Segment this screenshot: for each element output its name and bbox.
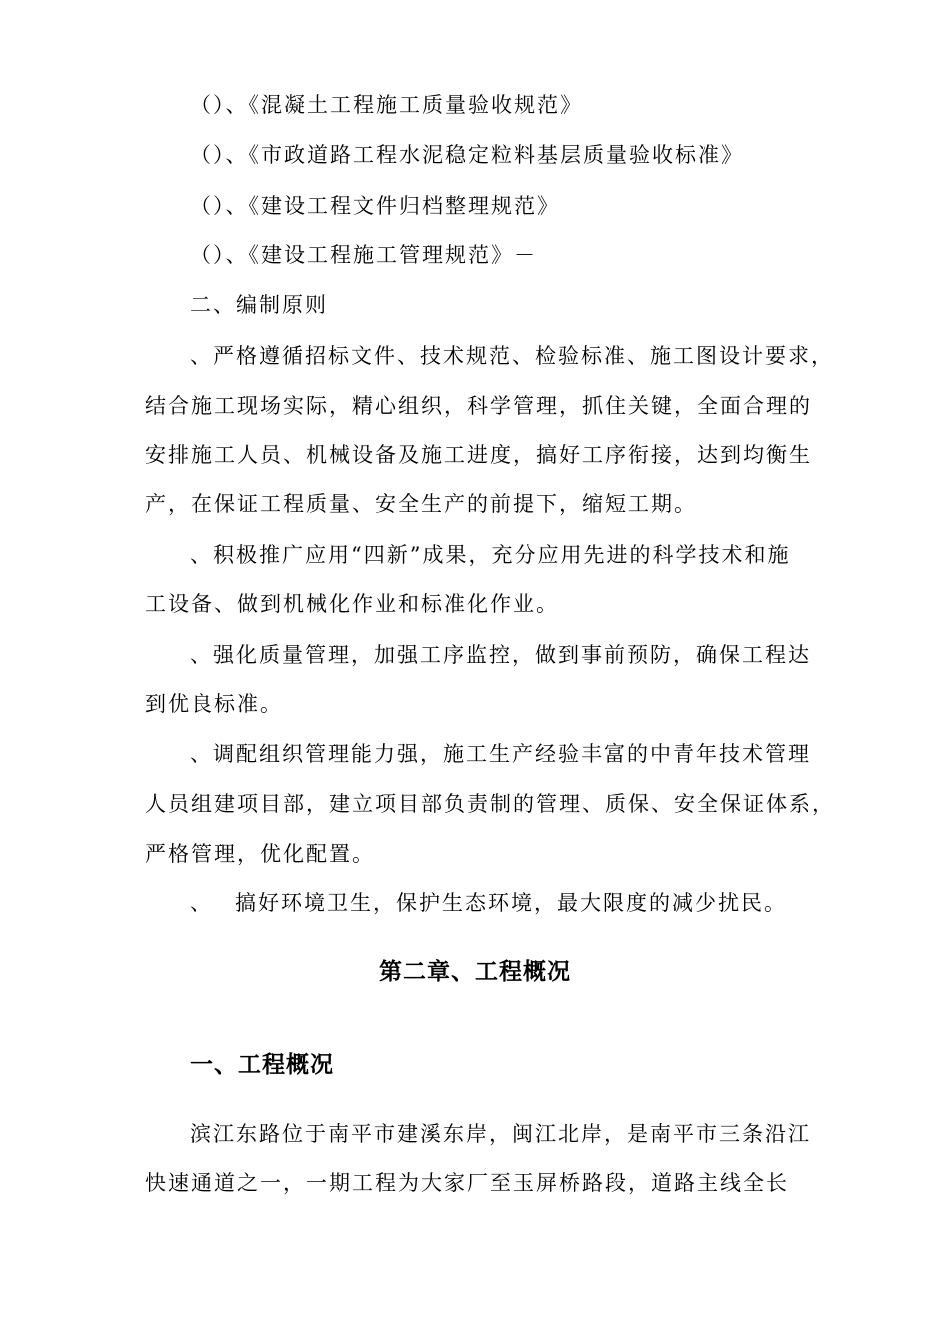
principle-1-line: 安排施工人员、机械设备及施工进度，搞好工序衔接，达到均衡生 xyxy=(145,443,812,467)
reference-item: （）、《建设工程文件归档整理规范》 xyxy=(190,194,560,218)
principle-5-text: 搞好环境卫生，保护生态环境，最大限度的减少扰民。 xyxy=(235,891,787,915)
principle-2-line: 工设备、做到机械化作业和标准化作业。 xyxy=(145,592,559,616)
principle-1-line: 产，在保证工程质量、安全生产的前提下，缩短工期。 xyxy=(145,492,697,516)
overview-line: 快速通道之一，一期工程为大家厂至玉屏桥路段，道路主线全长 xyxy=(145,1171,789,1195)
reference-item: （）、《市政道路工程水泥稳定粒料基层质量验收标准》 xyxy=(190,143,744,167)
principle-1-line: 、严格遵循招标文件、技术规范、检验标准、施工图设计要求， xyxy=(190,344,834,368)
overview-line: 滨江东路位于南平市建溪东岸，闽江北岸，是南平市三条沿江 xyxy=(190,1122,811,1146)
principle-2-line: 、积极推广应用“四新”成果，充分应用先进的科学技术和施 xyxy=(190,543,791,567)
principle-4-line: 人员组建项目部，建立项目部负责制的管理、质保、安全保证体系， xyxy=(145,792,835,816)
principle-5-mark: 、 xyxy=(190,891,213,915)
principle-1-line: 结合施工现场实际，精心组织，科学管理，抓住关键，全面合理的 xyxy=(145,394,812,418)
principles-heading: 二、编制原则 xyxy=(190,293,328,317)
principle-4-line: 严格管理，优化配置。 xyxy=(145,842,375,866)
principle-3-line: 到优良标准。 xyxy=(145,692,283,716)
reference-item: （）、《混凝土工程施工质量验收规范》 xyxy=(190,93,583,117)
principle-3-line: 、强化质量管理，加强工序监控，做到事前预防，确保工程达 xyxy=(190,643,811,667)
principle-5-line xyxy=(0,893,950,914)
reference-item: （）、《建设工程施工管理规范》－ xyxy=(190,243,537,267)
principle-4-line: 、调配组织管理能力强，施工生产经验丰富的中青年技术管理 xyxy=(190,742,811,766)
chapter-title: 第二章、工程概况 xyxy=(379,959,571,985)
section-title: 一、工程概况 xyxy=(190,1052,334,1078)
